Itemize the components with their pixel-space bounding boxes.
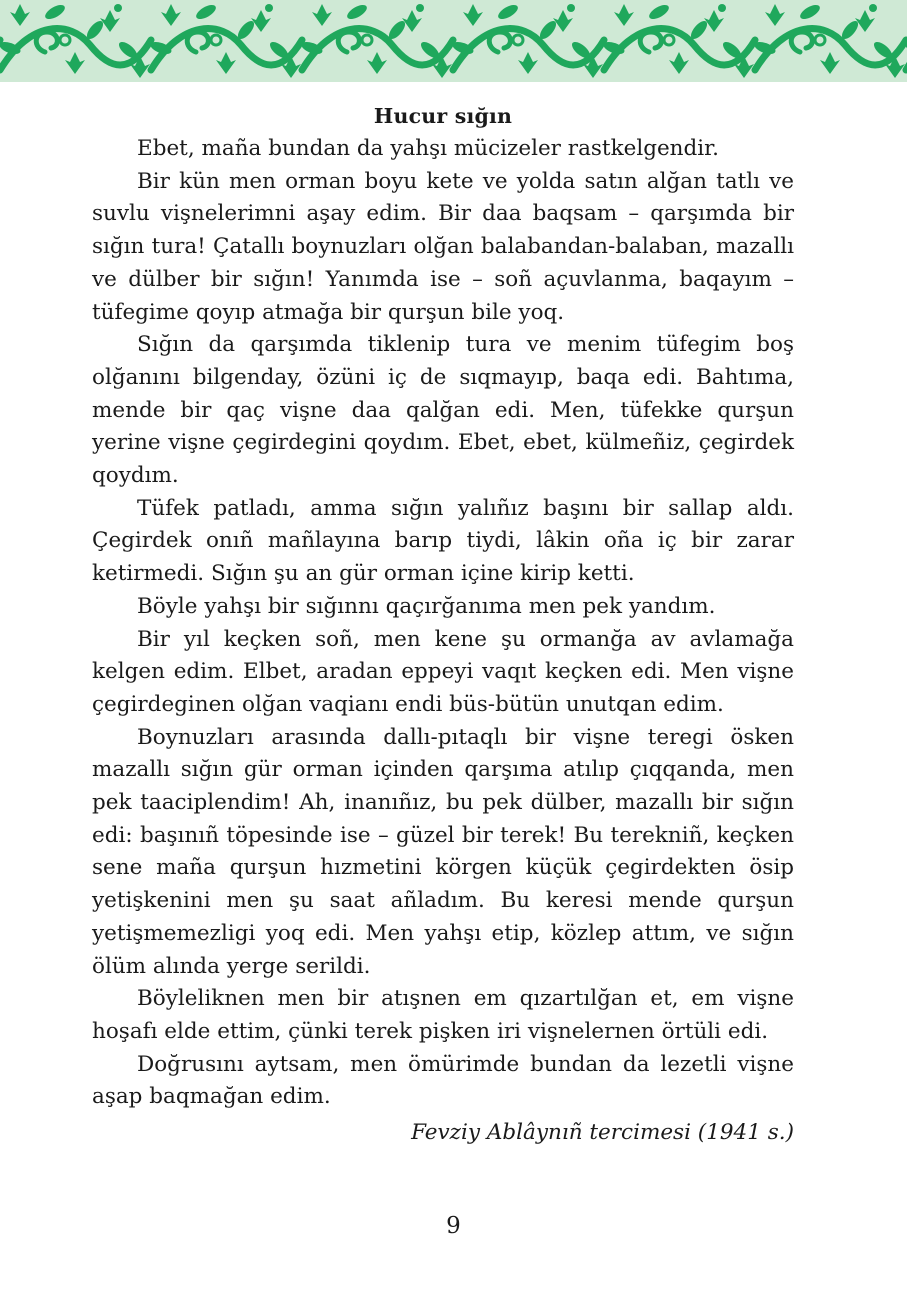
paragraph: Böyle yahşı bir sığınnı qaçırğanıma men pek yandım. [137, 593, 716, 619]
paragraph: Boynuzları arasında dallı-pıtaqlı bir vişne teregi ösken mazallı sığın gür orman içinden qarşıma atılıp çıqqanda, men pek taaciplendim! Ah, inanıñız, bu pek dülber, mazallı bir sığın edi: başınıñ töpesinde ise – güzel bir terek! Bu terekniñ, keçken sene maña qurşun hızmetini körgen küçük çegirdekten ösip yetişkenini men şu saat añladım. Bu keresi mende qurşun yetişmemezligi yoq edi. Men yahşı etip, közlep attım, ve sığın ölüm alında yerge serildi. [92, 724, 794, 979]
page-number: 9 [446, 1213, 461, 1239]
article-title: Hucur sığın [373, 104, 513, 128]
paragraph: Ebet, maña bundan da yahşı mücizeler rastkelgendir. [137, 136, 719, 161]
floral-ornament-banner [0, 0, 907, 82]
floral-ornament-icon [0, 0, 907, 82]
paragraph: Bir yıl keçken soñ, men kene şu ormanğa av avlamağa kelgen edim. Elbet, aradan eppeyi vaqıt keçken edi. Men vişne çegirdeginen olğan vaqianı endi büs-bütün unutqan edim. [92, 626, 794, 717]
article [92, 100, 794, 1149]
paragraph: Sığın da qarşımda tiklenip tura ve menim tüfegim boş olğanını bilgenday, özüni iç de sıqmayıp, baqa edi. Bahtıma, mende bir qaç vişne daa qalğan edi. Men, tüfekke qurşun yerine vişne çegirdegini qoydım. Ebet, ebet, külmeñiz, çegirdek qoydım. [92, 332, 794, 489]
paragraph: Tüfek patladı, amma sığın yalıñız başını bir sallap aldı. Çegirdek onıñ mañlayına barıp tiydi, lâkin oña iç bir zarar ketirmedi. Sığın şu an gür orman içine kirip ketti. [92, 495, 794, 587]
paragraph: Bir kün men orman boyu kete ve yolda satın alğan tatlı ve suvlu vişnelerimni aşay edim. Bir daa baqsam – qarşımda bir sığın tura! Çatallı boynuzları olğan balabandan-balaban, mazallı ve dülber bir sığın! Yanımda ise – soñ açuvlanma, baqayım – tüfegime qoyıp atmağa bir qurşun bile yoq. [92, 168, 794, 325]
translator-signature: Fevziy Ablâynıñ tercimesi (1941 s.) [411, 1120, 794, 1146]
paragraph: Doğrusını aytsam, men ömürimde bundan da lezetli vişne aşap baqmağan edim. [92, 1051, 794, 1110]
paragraph: Böyleliknen men bir atışnen em qızartılğan et, em vişne hoşafı elde ettim, çünki terek pişken iri vişnelernen örtüli edi. [92, 986, 794, 1044]
